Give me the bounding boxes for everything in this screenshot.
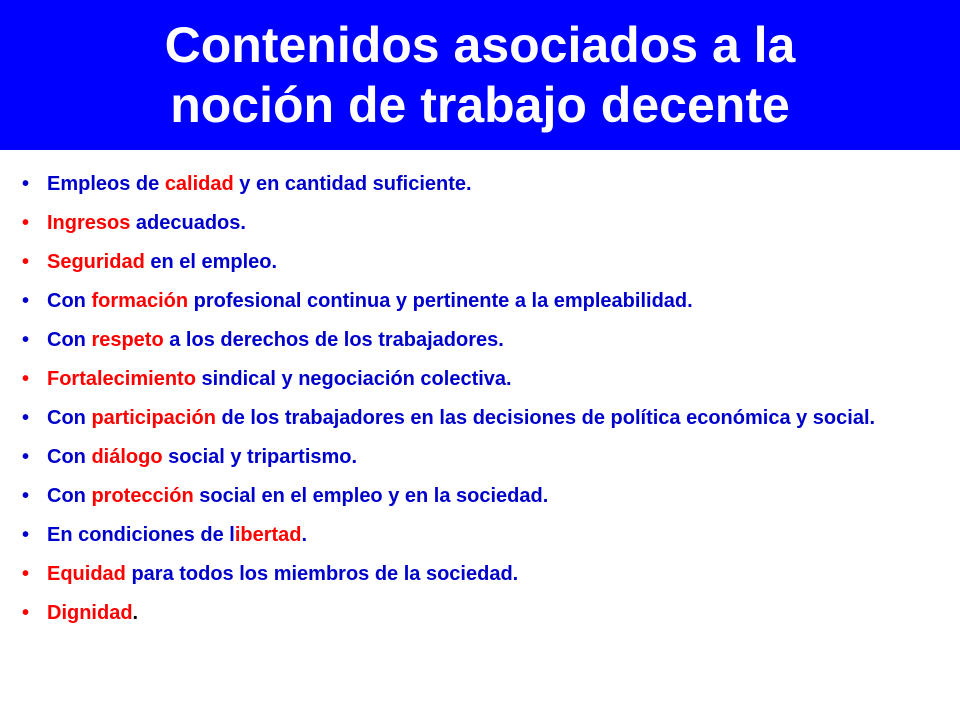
item-text: en el empleo. <box>144 251 278 273</box>
item-text: Con <box>47 329 92 351</box>
item-text: a los derechos de los trabajadores. <box>163 329 504 351</box>
bullet-dot-icon: • <box>22 563 30 585</box>
item-text: . <box>132 602 139 624</box>
item-text: Empleos de <box>47 173 165 195</box>
highlighted-term: diálogo <box>91 446 163 468</box>
item-text: adecuados. <box>130 212 246 234</box>
content-bullet-list <box>0 170 960 638</box>
highlighted-term: Ingresos <box>47 212 131 234</box>
bullet-dot-icon: • <box>22 368 30 390</box>
bullet-dot-icon: • <box>22 329 30 351</box>
item-text: . <box>301 524 308 546</box>
bullet-dot-icon: • <box>22 485 30 507</box>
title-banner <box>0 0 960 150</box>
item-text: sindical y negociación colectiva. <box>195 368 512 390</box>
list-item <box>0 482 960 510</box>
highlighted-term: Equidad <box>47 563 126 585</box>
bullet-dot-icon: • <box>22 173 30 195</box>
bullet-dot-icon: • <box>22 446 30 468</box>
list-item <box>0 560 960 588</box>
item-text: social en el empleo y en la sociedad. <box>193 485 549 507</box>
bullet-dot-icon: • <box>22 212 30 234</box>
highlighted-term: participación <box>91 407 216 429</box>
highlighted-term: protección <box>91 485 194 507</box>
highlighted-term: respeto <box>91 329 164 351</box>
item-text: para todos los miembros de la sociedad. <box>125 563 519 585</box>
title-line-2: noción de trabajo decente <box>170 77 790 133</box>
list-item <box>0 404 960 432</box>
list-item <box>0 326 960 354</box>
list-item <box>0 287 960 315</box>
list-item <box>0 599 960 627</box>
list-item <box>0 170 960 198</box>
highlighted-term: Dignidad <box>47 602 133 624</box>
title-line-1: Contenidos asociados a la <box>164 17 796 73</box>
bullet-dot-icon: • <box>22 602 30 624</box>
highlighted-term: ibertad <box>234 524 302 546</box>
item-text: y en cantidad suficiente. <box>233 173 472 195</box>
bullet-dot-icon: • <box>22 290 30 312</box>
item-text: En condiciones de l <box>47 524 235 546</box>
list-item <box>0 443 960 471</box>
list-item <box>0 248 960 276</box>
bullet-dot-icon: • <box>22 524 30 546</box>
item-text: Con <box>47 407 92 429</box>
bullet-dot-icon: • <box>22 407 30 429</box>
highlighted-term: Seguridad <box>47 251 145 273</box>
item-text: profesional continua y pertinente a la empleabilidad. <box>188 290 693 312</box>
highlighted-term: formación <box>91 290 189 312</box>
list-item <box>0 365 960 393</box>
highlighted-term: Fortalecimiento <box>47 368 196 390</box>
item-text: Con <box>47 446 92 468</box>
item-text: social y tripartismo. <box>162 446 358 468</box>
list-item <box>0 209 960 237</box>
highlighted-term: calidad <box>164 173 234 195</box>
list-item <box>0 521 960 549</box>
bullet-dot-icon: • <box>22 251 30 273</box>
item-text: Con <box>47 485 92 507</box>
item-text: de los trabajadores en las decisiones de política económica y social. <box>215 407 876 429</box>
item-text: Con <box>47 290 92 312</box>
